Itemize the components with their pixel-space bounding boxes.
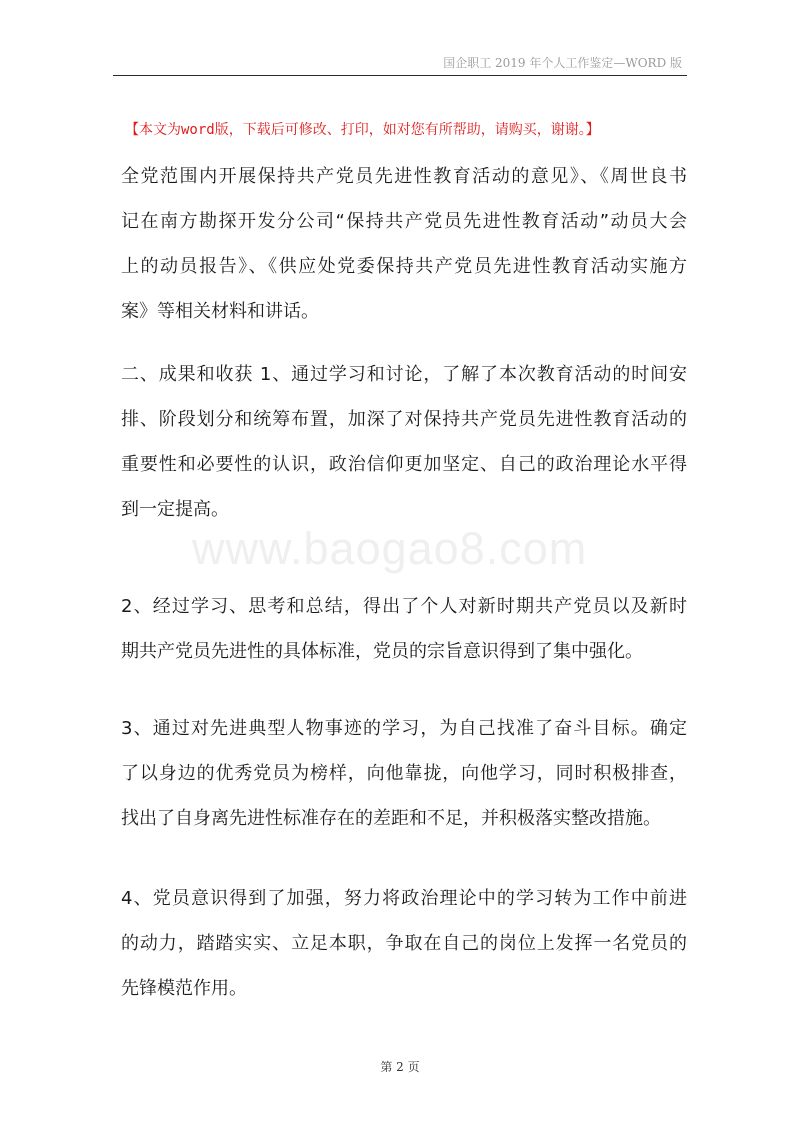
paragraph-line: 2、经过学习、思考和总结，得出了个人对新时期共产党员以及新时 <box>121 596 687 617</box>
paragraph-line: 二、成果和收获 1、通过学习和讨论，了解了本次教育活动的时间安 <box>121 364 687 385</box>
document-header-title: 国企职工 2019 年个人工作鉴定—WORD 版 <box>443 56 682 70</box>
paragraph-line: 期共产党员先进性的具体标准，党员的宗旨意识得到了集中强化。 <box>121 641 643 662</box>
paragraph-line: 先锋模范作用。 <box>121 978 247 999</box>
paragraph-results <box>121 352 687 532</box>
paragraph-point-2 <box>121 584 687 674</box>
paragraph-line: 重要性和必要性的认识，政治信仰更加坚定、自己的政治理论水平得 <box>121 454 687 475</box>
paragraph-line: 记在南方勘探开发分公司“保持共产党员先进性教育活动”动员大会 <box>121 211 687 232</box>
paragraph-line: 全党范围内开展保持共产党员先进性教育活动的意见》、《周世良书 <box>121 166 687 187</box>
paragraph-line: 的动力，踏踏实实、立足本职，争取在自己的岗位上发挥一名党员的 <box>121 933 687 954</box>
paragraph-line: 上的动员报告》、《供应处党委保持共产党员先进性教育活动实施方 <box>121 256 687 277</box>
paragraph-point-3 <box>121 706 687 841</box>
paragraph-line: 找出了自身离先进性标准存在的差距和不足，并积极落实整改措施。 <box>121 808 661 829</box>
paragraph-point-4 <box>121 876 687 1011</box>
page-number: 第 2 页 <box>380 1060 420 1074</box>
purchase-notice: 【本文为word版，下载后可修改、打印，如对您有所帮助，请购买，谢谢。】 <box>125 122 600 138</box>
paragraph-line: 4、党员意识得到了加强，努力将政治理论中的学习转为工作中前进 <box>121 888 687 909</box>
paragraph-line: 3、通过对先进典型人物事迹的学习，为自己找准了奋斗目标。确定 <box>121 718 687 739</box>
paragraph-intro <box>121 154 687 334</box>
paragraph-line: 了以身边的优秀党员为榜样，向他靠拢，向他学习，同时积极排查， <box>121 763 687 784</box>
paragraph-line: 案》等相关材料和讲话。 <box>121 301 319 322</box>
paragraph-line: 到一定提高。 <box>121 499 229 520</box>
paragraph-line: 排、阶段划分和统筹布置，加深了对保持共产党员先进性教育活动的 <box>121 409 687 430</box>
watermark: www.baogao8.com <box>192 523 588 574</box>
header-divider <box>113 75 687 76</box>
